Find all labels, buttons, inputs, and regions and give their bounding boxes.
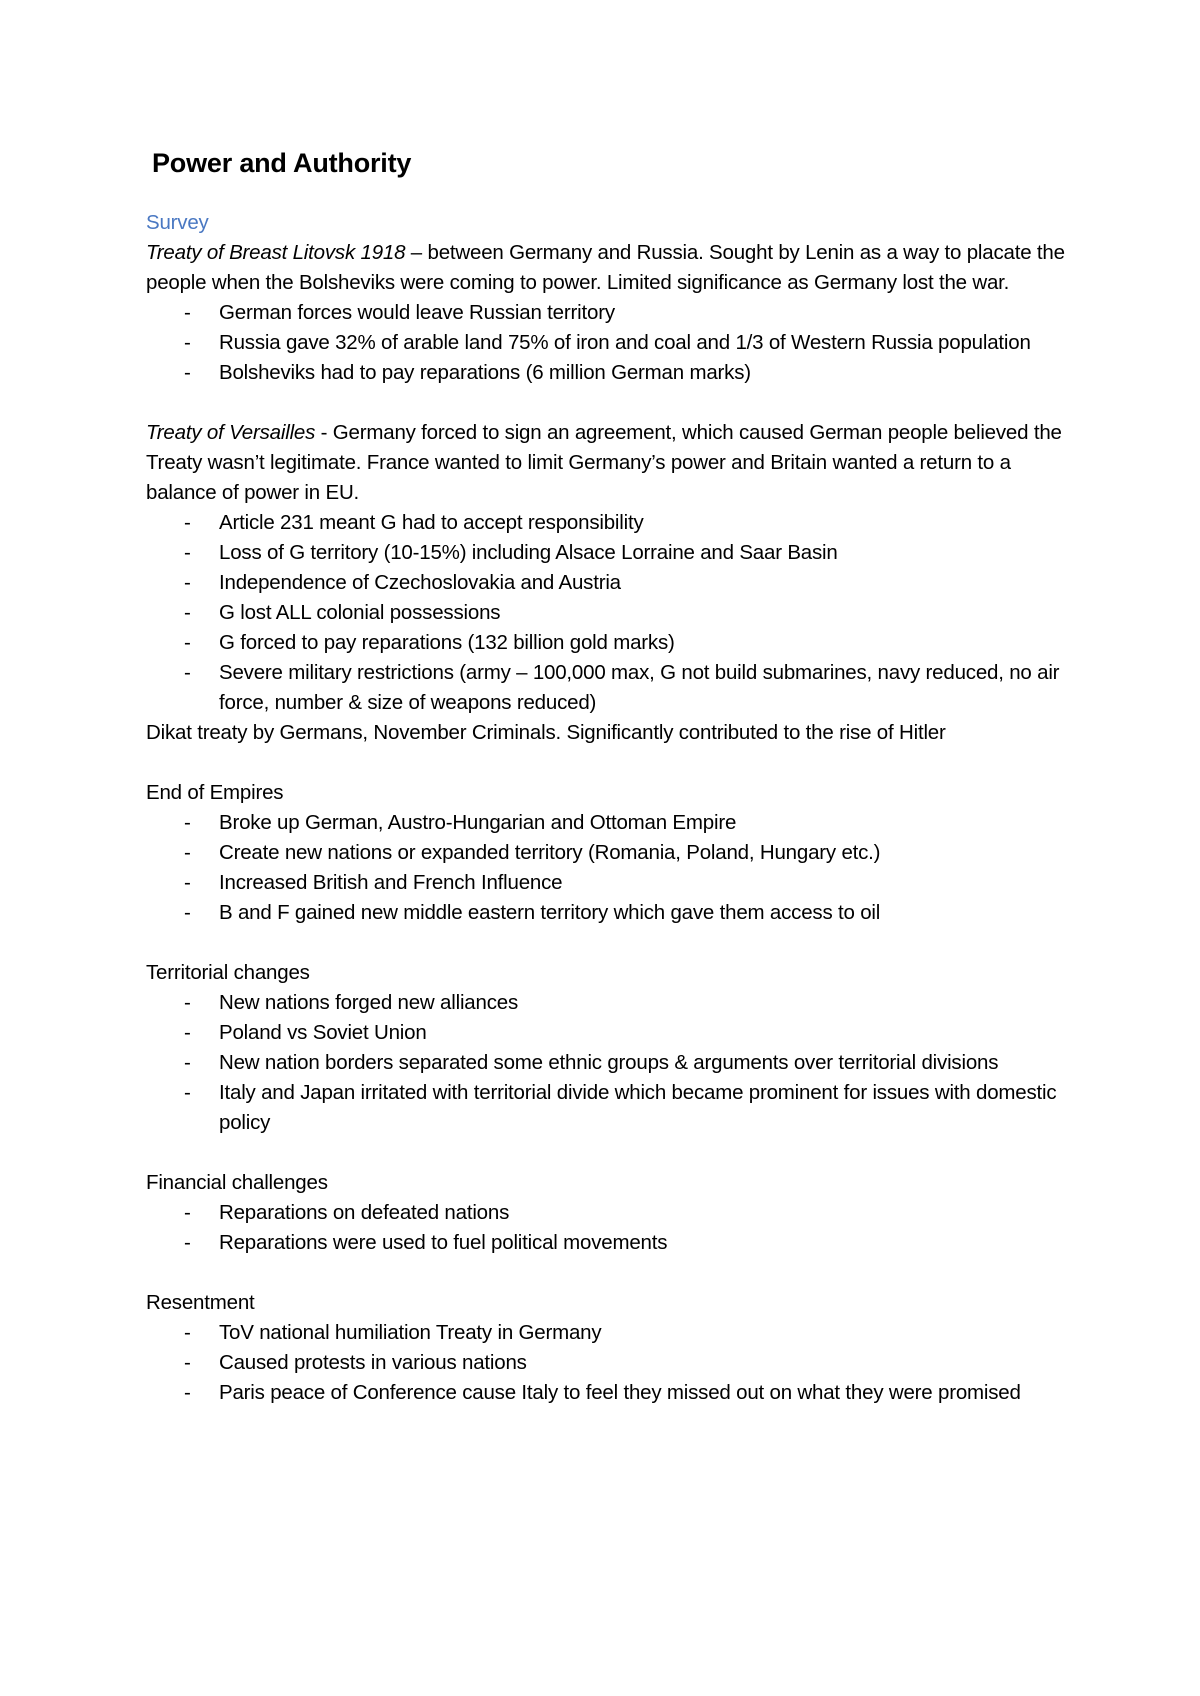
list-item-text: Caused protests in various nations xyxy=(219,1351,527,1374)
dash-bullet: - xyxy=(184,331,191,354)
list-item xyxy=(146,1198,1066,1228)
dash-bullet: - xyxy=(184,811,191,834)
list-item-text: Broke up German, Austro-Hungarian and Ottoman Empire xyxy=(219,811,737,834)
list-item xyxy=(146,1018,1066,1048)
dash-bullet: - xyxy=(184,301,191,324)
list-item xyxy=(146,508,1066,538)
list-item-text: B and F gained new middle eastern territory which gave them access to oil xyxy=(219,901,881,924)
survey-lead-italic: Treaty of Breast Litovsk 1918 xyxy=(146,241,406,264)
list-item-text: Create new nations or expanded territory (Romania, Poland, Hungary etc.) xyxy=(219,841,881,864)
section-heading-survey: Survey xyxy=(146,211,209,234)
versailles-bullet-list xyxy=(146,508,1066,718)
survey-paragraph xyxy=(146,238,1066,298)
empires-bullet-list xyxy=(146,808,1066,928)
list-item xyxy=(146,658,1066,718)
list-item xyxy=(146,358,1066,388)
list-item xyxy=(146,628,1066,658)
list-item xyxy=(146,538,1066,568)
dash-bullet: - xyxy=(184,871,191,894)
list-item-text: G forced to pay reparations (132 billion gold marks) xyxy=(219,631,675,654)
dash-bullet: - xyxy=(184,1201,191,1224)
list-item-text: Article 231 meant G had to accept responsibility xyxy=(219,511,644,534)
dash-bullet: - xyxy=(184,511,191,534)
document-body xyxy=(146,208,1066,1408)
list-item xyxy=(146,898,1066,928)
list-item xyxy=(146,598,1066,628)
list-item xyxy=(146,568,1066,598)
list-item-text: New nation borders separated some ethnic groups & arguments over territorial divisions xyxy=(219,1051,999,1074)
versailles-closing: Dikat treaty by Germans, November Criminals. Significantly contributed to the rise of Hitler xyxy=(146,721,946,744)
list-item-text: Independence of Czechoslovakia and Austria xyxy=(219,571,621,594)
dash-bullet: - xyxy=(184,1381,191,1404)
dash-bullet: - xyxy=(184,1321,191,1344)
dash-bullet: - xyxy=(184,1021,191,1044)
list-item-text: Bolsheviks had to pay reparations (6 million German marks) xyxy=(219,361,751,384)
survey-lead-text: – between Germany and Russia. Sought by Lenin as a way to placate the people when the Bolsheviks were coming to power. Limited significance as Germany lost the war. xyxy=(146,241,1065,294)
spacer xyxy=(146,748,1066,778)
list-item xyxy=(146,1348,1066,1378)
spacer xyxy=(146,388,1066,418)
dash-bullet: - xyxy=(184,841,191,864)
versailles-lead-italic: Treaty of Versailles xyxy=(146,421,316,444)
page-title: Power and Authority xyxy=(152,148,412,178)
list-item-text: Severe military restrictions (army – 100,000 max, G not build submarines, navy reduced, no air force, number & size of weapons reduced) xyxy=(219,661,1060,714)
list-item-text: G lost ALL colonial possessions xyxy=(219,601,501,624)
spacer xyxy=(146,1258,1066,1288)
list-item xyxy=(146,1378,1066,1408)
dash-bullet: - xyxy=(184,1051,191,1074)
spacer xyxy=(146,1138,1066,1168)
dash-bullet: - xyxy=(184,661,191,684)
resentment-bullet-list xyxy=(146,1318,1066,1408)
section-heading-empires: End of Empires xyxy=(146,781,284,804)
list-item xyxy=(146,1228,1066,1258)
list-item xyxy=(146,838,1066,868)
dash-bullet: - xyxy=(184,1231,191,1254)
list-item xyxy=(146,808,1066,838)
section-heading-resentment: Resentment xyxy=(146,1291,255,1314)
survey-bullet-list xyxy=(146,298,1066,388)
list-item-text: New nations forged new alliances xyxy=(219,991,518,1014)
list-item xyxy=(146,328,1066,358)
list-item xyxy=(146,988,1066,1018)
financial-bullet-list xyxy=(146,1198,1066,1258)
dash-bullet: - xyxy=(184,601,191,624)
dash-bullet: - xyxy=(184,1081,191,1104)
dash-bullet: - xyxy=(184,361,191,384)
list-item-text: Italy and Japan irritated with territorial divide which became prominent for issues with domestic policy xyxy=(219,1081,1057,1134)
list-item xyxy=(146,868,1066,898)
list-item-text: Reparations on defeated nations xyxy=(219,1201,510,1224)
dash-bullet: - xyxy=(184,631,191,654)
list-item-text: Reparations were used to fuel political movements xyxy=(219,1231,668,1254)
dash-bullet: - xyxy=(184,991,191,1014)
versailles-paragraph xyxy=(146,418,1066,508)
dash-bullet: - xyxy=(184,571,191,594)
list-item xyxy=(146,1078,1066,1138)
list-item xyxy=(146,1318,1066,1348)
dash-bullet: - xyxy=(184,1351,191,1374)
list-item-text: German forces would leave Russian territory xyxy=(219,301,615,324)
spacer xyxy=(146,928,1066,958)
list-item-text: Russia gave 32% of arable land 75% of iron and coal and 1/3 of Western Russia population xyxy=(219,331,1031,354)
list-item xyxy=(146,298,1066,328)
list-item-text: Paris peace of Conference cause Italy to feel they missed out on what they were promised xyxy=(219,1381,1021,1404)
section-heading-financial: Financial challenges xyxy=(146,1171,328,1194)
territorial-bullet-list xyxy=(146,988,1066,1138)
list-item-text: Increased British and French Influence xyxy=(219,871,563,894)
dash-bullet: - xyxy=(184,901,191,924)
list-item xyxy=(146,1048,1066,1078)
versailles-lead-text: - Germany forced to sign an agreement, which caused German people believed the Treaty wasn’t legitimate. France wanted to limit Germany’s power and Britain wanted a return to a balance of power in EU. xyxy=(146,421,1062,504)
list-item-text: ToV national humiliation Treaty in Germany xyxy=(219,1321,602,1344)
dash-bullet: - xyxy=(184,541,191,564)
section-heading-territorial: Territorial changes xyxy=(146,961,310,984)
list-item-text: Loss of G territory (10-15%) including Alsace Lorraine and Saar Basin xyxy=(219,541,838,564)
list-item-text: Poland vs Soviet Union xyxy=(219,1021,427,1044)
